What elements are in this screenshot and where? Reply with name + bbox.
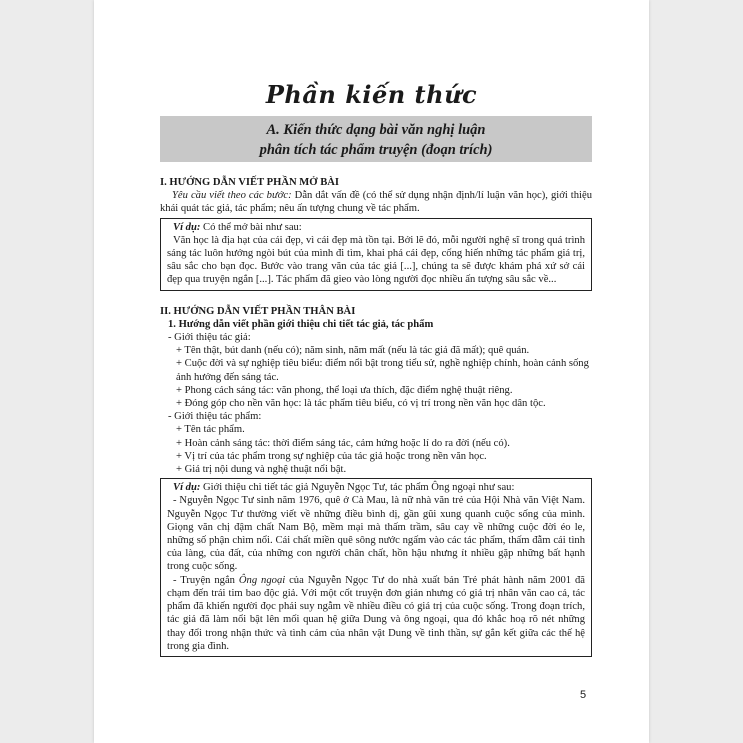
example-lead-text: Giới thiệu chi tiết tác giả Nguyễn Ngọc Tư, tác phẩm Ông ngoại như sau:: [200, 482, 515, 494]
banner-line-2: phân tích tác phẩm truyện (đoạn trích): [259, 142, 493, 158]
example-lead: [167, 481, 585, 494]
example-paragraph-2: [167, 574, 585, 653]
author-item: + Tên thật, bút danh (nếu có); năm sinh, năm mất (nếu là tác giả đã mất); quê quán.: [176, 345, 530, 357]
author-item: + Cuộc đời và sự nghiệp tiêu biểu: điểm nổi bật trong tiểu sử, nghề nghiệp chính, hoàn cảnh sống ảnh hưởng đến sáng tác.: [176, 358, 589, 383]
author-intro: - Giới thiệu tác giả:: [168, 332, 251, 344]
heading-than-bai: II. HƯỚNG DẪN VIẾT PHẦN THÂN BÀI: [160, 305, 356, 317]
section-banner: [160, 116, 592, 162]
work-item: + Giá trị nội dung và nghệ thuật nổi bật.: [176, 464, 347, 476]
requirement-text: Dẫn dắt vấn đề (có thể sử dụng nhận định/lí luận văn học), giới thiệu khái quát tác giả, tác phẩm; nêu ấn tượng chung về tác phẩm.: [160, 190, 592, 215]
author-item: + Phong cách sáng tác: văn phong, thể loại ưa thích, đặc điểm nghệ thuật riêng.: [176, 384, 513, 396]
subheading-gioi-thieu: 1. Hướng dẫn viết phần giới thiệu chi tiết tác giả, tác phẩm: [168, 318, 434, 330]
example-label: Ví dụ:: [173, 221, 201, 233]
page-number: 5: [580, 689, 587, 701]
content-body: [160, 176, 592, 657]
example-p2-body: của Nguyễn Ngọc Tư do nhà xuất bản Trẻ phát hành năm 2001 đã chạm đến trái tim bao độc giả. Với một cốt truyện đơn giản nhưng có giá trị nhân văn cao cả, tác phẩm đã khiến người đọc phải suy ngẫm về nhiều điều có giá trị của cuộc sống. Trong đoạn trích, tác giả đã làm nổi bật lên mối quan hệ giữa Dung và ông ngoại, qua đó khắc hoạ rõ nét những thay đổi trong nhận thức và tình cảm của nhân vật Dung về tinh thần, sự gắn kết giữa các thế hệ trong gia đình.: [167, 574, 585, 652]
example-box-mo-bai: [160, 218, 592, 291]
requirement-label: Yêu cầu viết theo các bước:: [172, 190, 292, 202]
example-lead-text: Có thể mở bài như sau:: [200, 221, 302, 233]
heading-mo-bai: I. HƯỚNG DẪN VIẾT PHẦN MỞ BÀI: [160, 177, 340, 188]
page-title: Phần kiến thức: [265, 80, 478, 109]
example-text: Văn học là địa hạt của cái đẹp, vì cái đẹp mà tồn tại. Bởi lẽ đó, mỗi người nghệ sĩ trong quá trình sáng tác luôn hướng ngòi bút của mình đi tìm, khai phá cái đẹp, cống hiến những tác phẩm giá trị, sâu sắc cho bạn đọc. Bước vào trang văn của tác giả [...], chúng ta sẽ được khám phá xứ sở cái đẹp qua truyện ngắn [...]. Tác phẩm đã gieo vào lòng người đọc nhiều ấn tượng sâu sắc về...: [167, 234, 585, 286]
example-box-than-bai: [160, 478, 592, 657]
example-p2-prefix: - Truyện ngắn: [173, 574, 239, 586]
example-lead: [167, 221, 585, 234]
work-intro: - Giới thiệu tác phẩm:: [168, 411, 262, 423]
work-item: + Vị trí của tác phẩm trong sự nghiệp của tác giả hoặc trong nền văn học.: [176, 450, 487, 462]
author-item: + Đóng góp cho nền văn học: là tác phẩm tiêu biểu, có vị trí trong nền văn học dân tộc.: [176, 398, 546, 410]
work-item: + Hoàn cảnh sáng tác: thời điểm sáng tác, cảm hứng hoặc lí do ra đời (nếu có).: [176, 437, 510, 449]
book-page: [94, 0, 649, 743]
requirement-paragraph: [160, 189, 592, 215]
example-paragraph-1: - Nguyễn Ngọc Tư sinh năm 1976, quê ở Cà Mau, là nữ nhà văn trẻ của Hội Nhà văn Việt Nam. Nguyễn Ngọc Tư thường viết về những điều bình dị, gần gũi xung quanh cuộc sống của mình. Giọng văn chị đậm chất Nam Bộ, mềm mại mà thấm trầm, sâu cay về những cuộc đời éo le, những số phận chìm nổi. Cái chất miền quê sông nước ngấm vào các tác phẩm, thấm đẫm cái tình của làng, của đất, của những con người chân chất, hồn hậu nhưng ít nhiều gặp những bất hạnh trong cuộc sống.: [167, 495, 585, 573]
work-title: Ông ngoại: [238, 574, 286, 586]
example-label: Ví dụ:: [173, 482, 201, 494]
work-item: + Tên tác phẩm.: [176, 424, 245, 436]
banner-line-1: A. Kiến thức dạng bài văn nghị luận: [266, 122, 486, 138]
